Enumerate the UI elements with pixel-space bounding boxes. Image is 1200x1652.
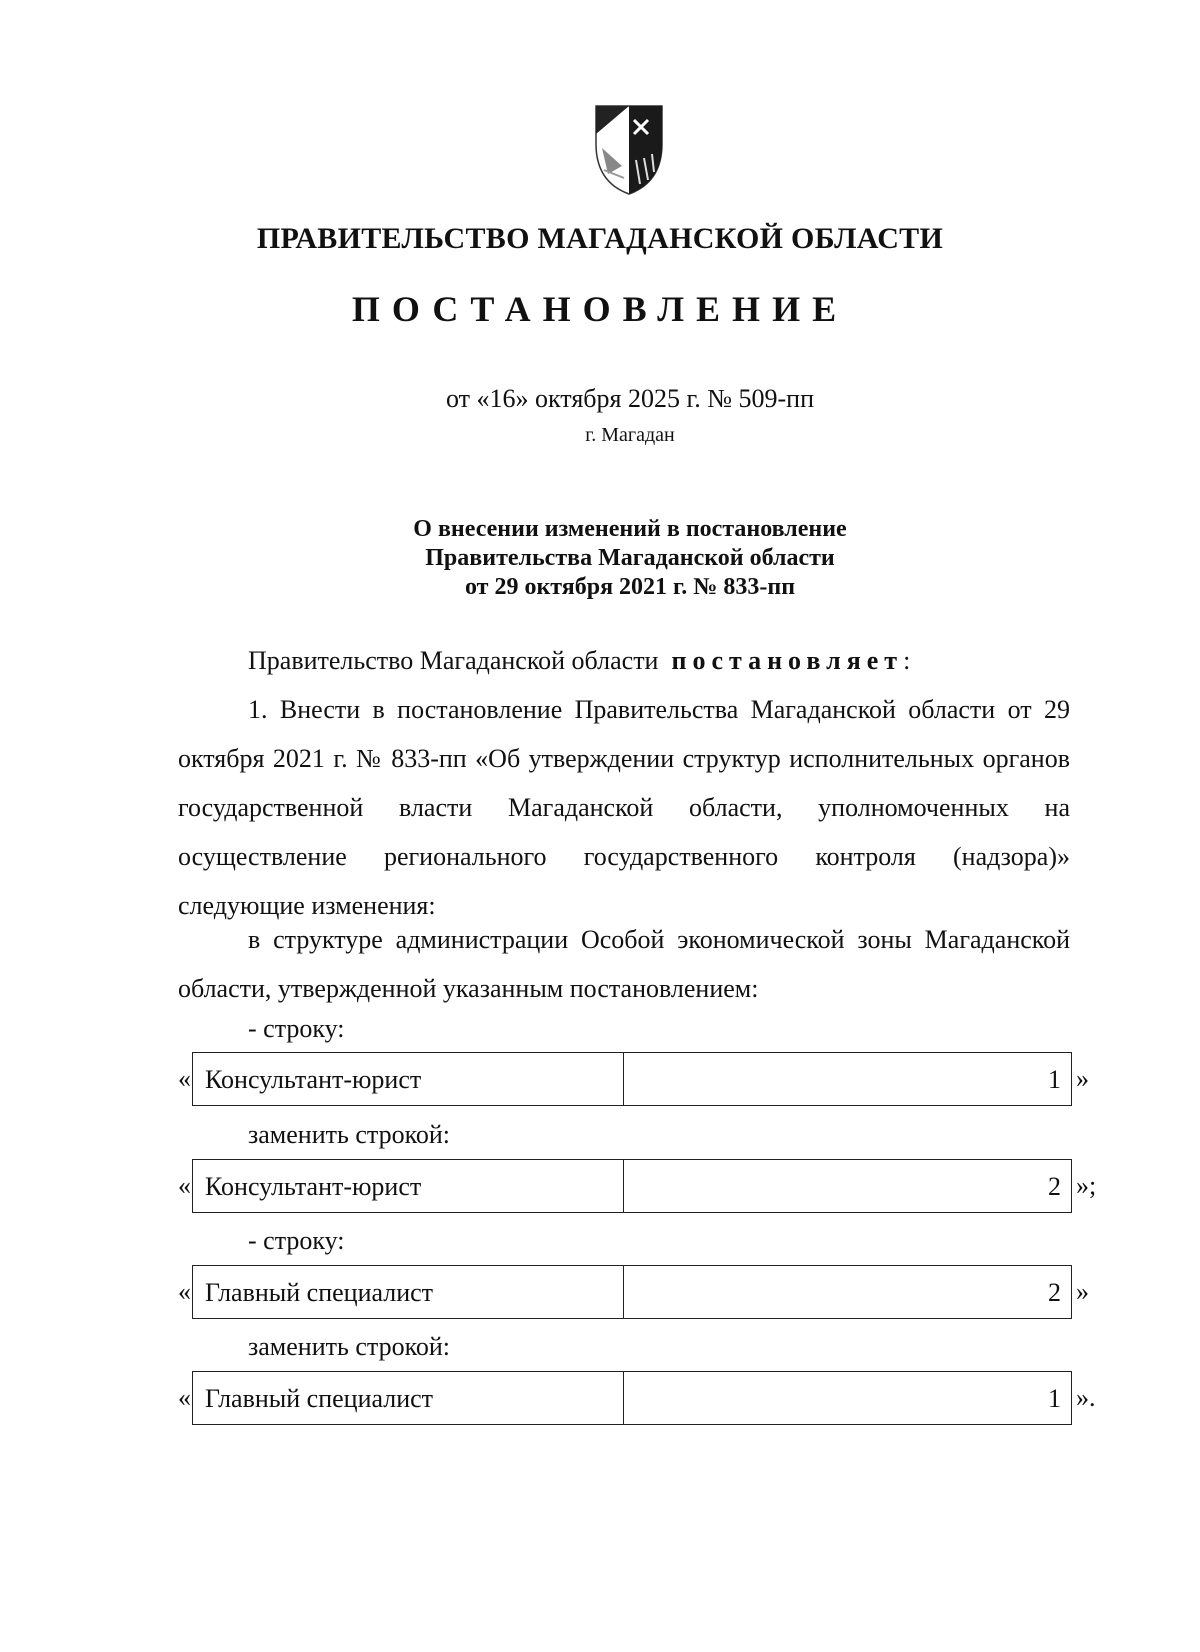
preamble-start: Правительство Магаданской области [248, 646, 659, 675]
position-count: 2 [1048, 1172, 1061, 1201]
position-name: Главный специалист [193, 1266, 624, 1318]
item-1-text: 1. Внести в постановление Правительства Магаданской области от 29 октября 2021 г. № 833-пп «Об утверждении структур исполнительных органов государственной власти Магаданской области, уполномоченных на осуществление регионального государственного контроля (надзора)» следующие изменения: [178, 695, 1070, 920]
preamble-end: : [903, 646, 911, 675]
table-row [192, 1052, 1072, 1106]
quote-open: « [178, 1383, 191, 1412]
table-row [192, 1265, 1072, 1319]
change-1-old-row [178, 1052, 1098, 1106]
quote-close: ». [1076, 1383, 1096, 1412]
position-count: 1 [1048, 1384, 1061, 1413]
subject-line-2: Правительства Магаданской области [425, 545, 835, 571]
document-subject [0, 515, 1200, 602]
change-2-intro: - строку: [248, 1226, 345, 1255]
quote-open: « [178, 1277, 191, 1306]
change-2-new-row [178, 1371, 1098, 1425]
position-count: 1 [1048, 1065, 1061, 1094]
document-date-number: от «16» октября 2025 г. № 509-пп [446, 384, 814, 413]
position-name: Консультант-юрист [193, 1053, 624, 1105]
quote-open: « [178, 1064, 191, 1093]
coat-of-arms-icon [592, 104, 666, 196]
item-1-sub [178, 915, 1070, 1013]
change-1-new-row [178, 1159, 1098, 1213]
document-city: г. Магадан [585, 424, 675, 446]
subject-line-1: О внесении изменений в постановление [413, 516, 847, 542]
quote-close: »; [1076, 1171, 1097, 1200]
change-1-intro: - строку: [248, 1014, 345, 1043]
position-name: Консультант-юрист [193, 1160, 624, 1212]
table-row [192, 1159, 1072, 1213]
table-row [192, 1371, 1072, 1425]
government-title: ПРАВИТЕЛЬСТВО МАГАДАНСКОЙ ОБЛАСТИ [256, 222, 944, 255]
quote-open: « [178, 1171, 191, 1200]
preamble [178, 636, 1070, 685]
item-1-sub-text: в структуре администрации Особой экономической зоны Магаданской области, утвержденной указанным постановлением: [178, 925, 1070, 1003]
preamble-keyword: постановляет [671, 646, 904, 675]
document-type: ПОСТАНОВЛЕНИЕ [351, 289, 849, 329]
quote-close: » [1076, 1064, 1089, 1093]
change-2-replace-label: заменить строкой: [248, 1332, 451, 1361]
quote-close: » [1076, 1277, 1089, 1306]
subject-line-3: от 29 октября 2021 г. № 833-пп [464, 574, 796, 600]
change-1-replace-label: заменить строкой: [248, 1120, 451, 1149]
position-name: Главный специалист [193, 1372, 624, 1424]
item-1 [178, 685, 1070, 930]
change-2-old-row [178, 1265, 1098, 1319]
position-count: 2 [1048, 1278, 1061, 1307]
